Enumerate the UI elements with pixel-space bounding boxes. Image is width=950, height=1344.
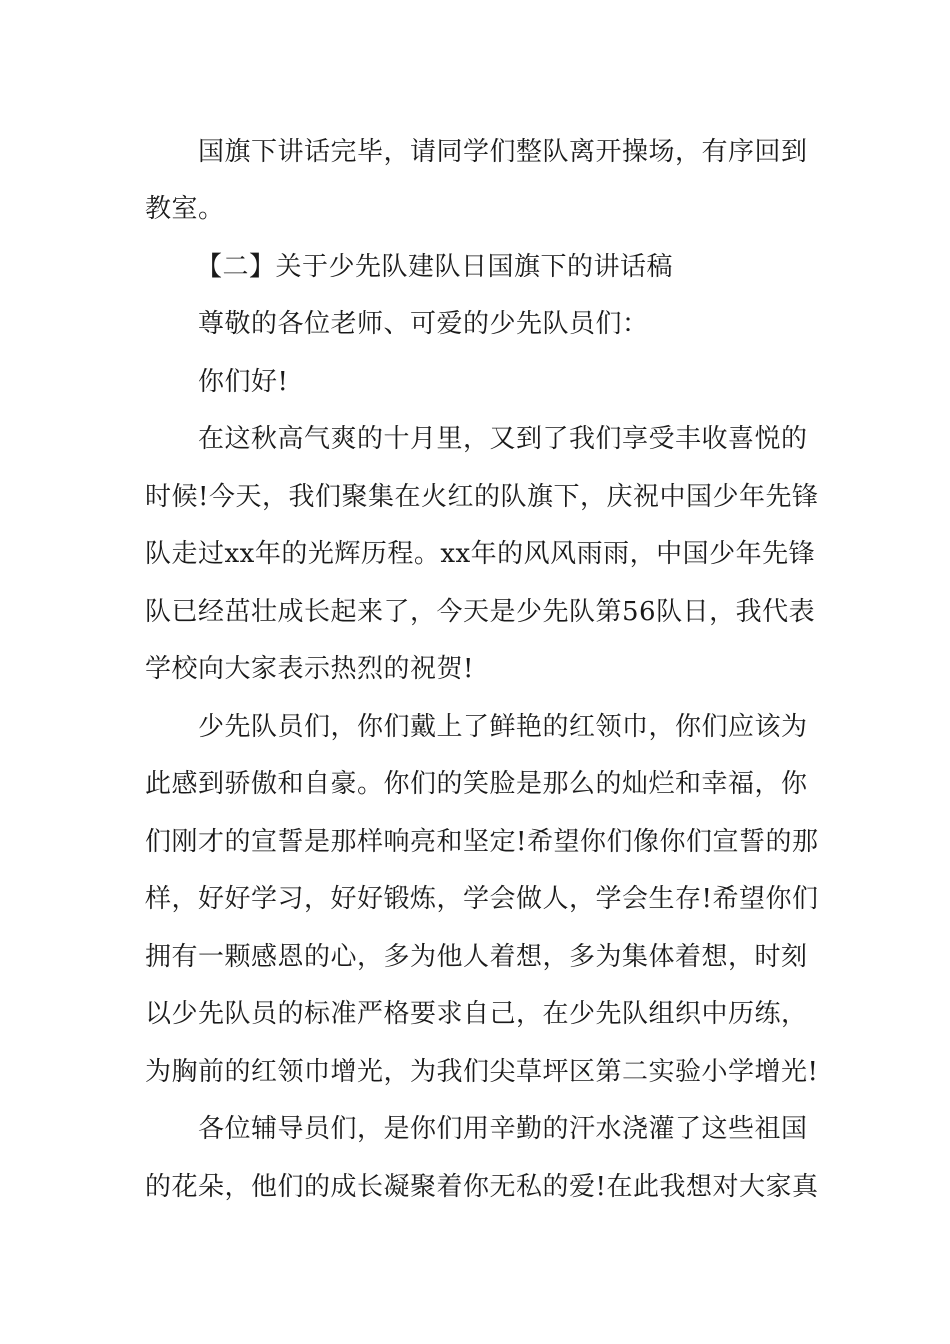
text-line: 以少先队员的标准严格要求自己，在少先队组织中历练，: [145, 999, 808, 1029]
text-line: 此感到骄傲和自豪。你们的笑脸是那么的灿烂和幸福，你: [145, 769, 808, 799]
text-line: 队已经茁壮成长起来了，今天是少先队第56队日，我代表: [145, 597, 816, 627]
text-line: 国旗下讲话完毕，请同学们整队离开操场，有序回到: [198, 137, 808, 167]
text-line: 教室。: [145, 194, 225, 224]
text-line: 队走过xx年的光辉历程。xx年的风风雨雨，中国少年先锋: [145, 539, 816, 569]
section-heading: 【二】关于少先队建队日国旗下的讲话稿: [196, 252, 674, 282]
greeting: 你们好!: [198, 367, 289, 397]
text-line: 学校向大家表示热烈的祝贺!: [145, 654, 474, 684]
text-line: 时候!今天，我们聚集在火红的队旗下，庆祝中国少年先锋: [145, 482, 819, 512]
text-line: 们刚才的宣誓是那样响亮和坚定!希望你们像你们宣誓的那: [145, 827, 819, 857]
text-line: 为胸前的红领巾增光，为我们尖草坪区第二实验小学增光!: [145, 1057, 819, 1087]
text-line: 的花朵，他们的成长凝聚着你无私的爱!在此我想对大家真: [145, 1172, 819, 1202]
text-line: 拥有一颗感恩的心，多为他人着想，多为集体着想，时刻: [145, 942, 808, 972]
text-line: 样，好好学习，好好锻炼，学会做人，学会生存!希望你们: [145, 884, 819, 914]
text-line: 少先队员们，你们戴上了鲜艳的红领巾，你们应该为: [198, 712, 808, 742]
salutation: 尊敬的各位老师、可爱的少先队员们：: [198, 309, 649, 339]
text-line: 各位辅导员们，是你们用辛勤的汗水浇灌了这些祖国: [198, 1114, 808, 1144]
text-line: 在这秋高气爽的十月里，又到了我们享受丰收喜悦的: [198, 424, 808, 454]
